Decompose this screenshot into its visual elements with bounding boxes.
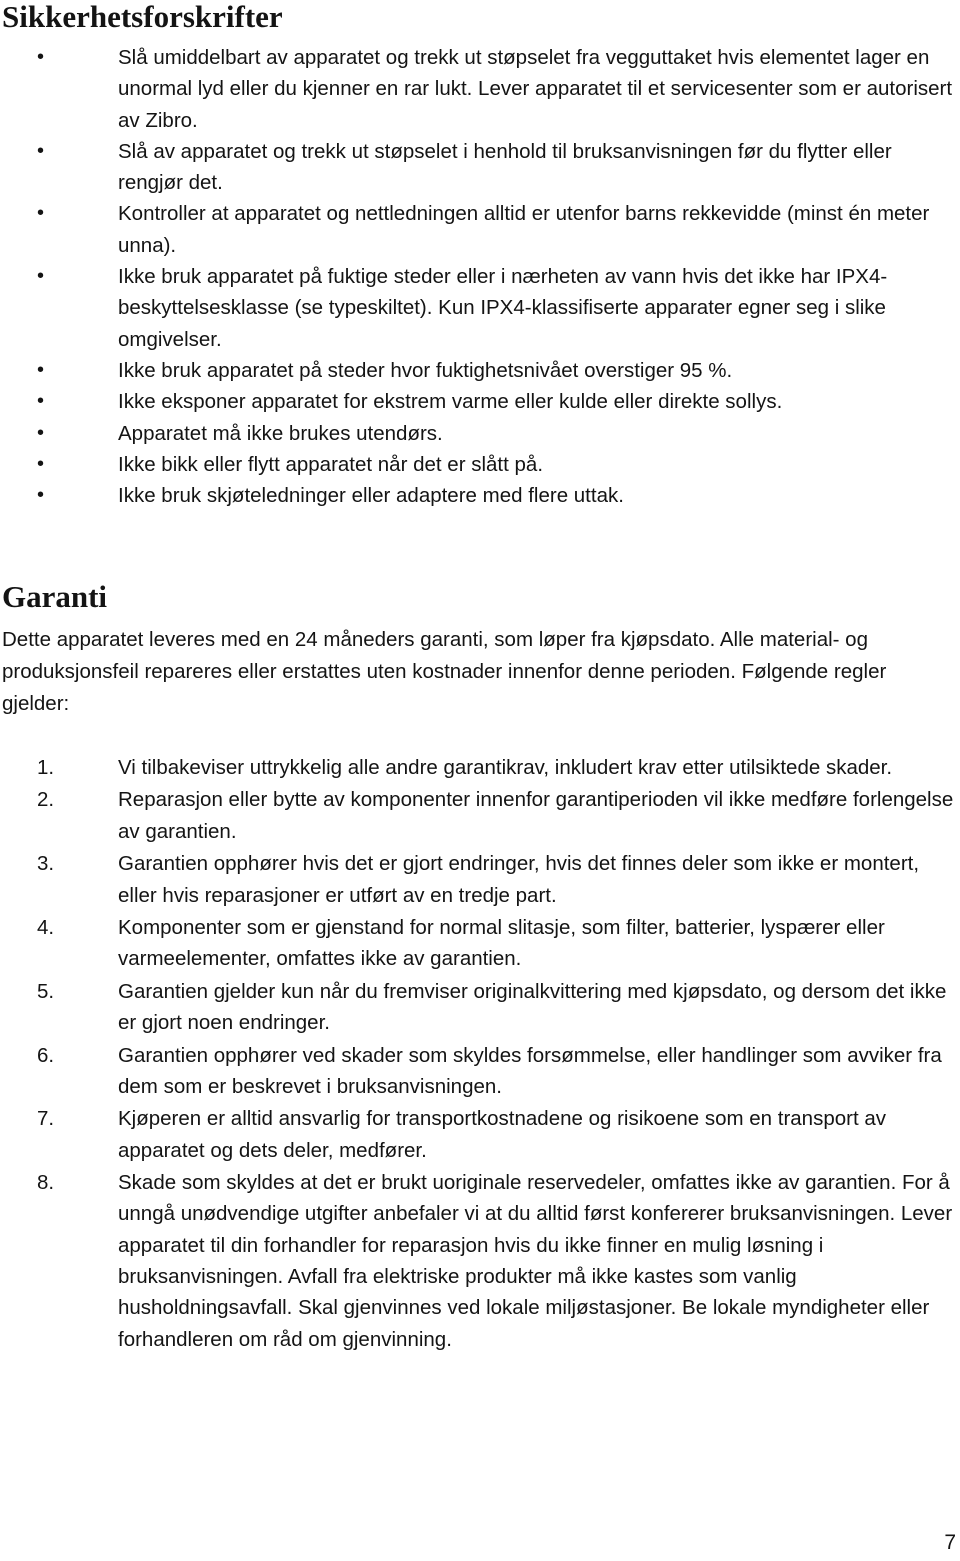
rule-text: Skade som skyldes at det er brukt uoriginale reservedeler, omfattes ikke av garantien. For å unngå unødvendige utgifter anbefaler vi at du alltid først konfererer bruksanvisningen. Lever apparatet til din forhandler for reparasjon hvis du ikke finner en mulig løsning i bruksanvisningen. Avfall fra elektriske produkter må ikke kastes som vanlig husholdningsavfall. Skal gjenvinnes ved lokale miljøstasjoner. Be lokale myndigheter eller forhandleren om råd om gjenvinning. <box>118 1171 953 1351</box>
rule-text: Garantien opphører ved skader som skyldes forsømmelse, eller handlinger som avviker fra dem som er beskrevet i bruksanvisningen. <box>118 1043 942 1098</box>
rule-text: Reparasjon eller bytte av komponenter innenfor garantiperioden vil ikke medføre forlengelse av garantien. <box>118 788 954 843</box>
safety-item-text: Slå umiddelbart av apparatet og trekk ut støpselet fra vegguttaket hvis elementet lager en unormal lyd eller du kjenner en rar lukt. Lever apparatet til et servicesenter som er autorisert av Zibro. <box>118 46 953 132</box>
bullet-icon: • <box>37 46 45 68</box>
warranty-rule <box>0 752 960 783</box>
safety-item-text: Apparatet må ikke brukes utendørs. <box>118 421 443 445</box>
rule-number: 6. <box>37 1043 55 1067</box>
warranty-rule <box>0 912 960 975</box>
safety-bullet-list <box>0 42 960 511</box>
safety-item <box>0 42 960 136</box>
warranty-rule-list <box>0 752 960 1356</box>
safety-item-text: Ikke bruk apparatet på fuktige steder eller i nærheten av vann hvis det ikke har IPX4-beskyttelsesklasse (se typeskiltet). Kun IPX4-klassifiserte apparater egner seg i slike omgivelser. <box>118 265 888 351</box>
safety-heading: Sikkerhetsforskrifter <box>2 0 283 34</box>
bullet-icon: • <box>37 202 45 225</box>
bullet-icon: • <box>37 452 45 475</box>
rule-number: 7. <box>37 1107 55 1131</box>
rule-text: Garantien opphører hvis det er gjort endringer, hvis det finnes deler som ikke er montert, eller hvis reparasjoner er utført av en tredje part. <box>118 852 920 907</box>
bullet-icon: • <box>37 484 45 507</box>
safety-item <box>0 386 960 417</box>
rule-text: Kjøperen er alltid ansvarlig for transportkostnadene og risikoene som en transport av apparatet og dets deler, medfører. <box>118 1107 887 1162</box>
safety-item <box>0 198 960 261</box>
rule-number: 3. <box>37 852 55 876</box>
rule-number: 4. <box>37 916 55 940</box>
safety-item-text: Slå av apparatet og trekk ut støpselet i henhold til bruksanvisningen før du flytter eller rengjør det. <box>118 139 892 195</box>
bullet-icon: • <box>37 358 45 381</box>
bullet-icon: • <box>37 139 45 162</box>
rule-text: Komponenter som er gjenstand for normal slitasje, som filter, batterier, lyspærer eller varmeelementer, omfattes ikke av garantien. <box>118 916 885 971</box>
safety-item <box>0 355 960 386</box>
rule-text: Vi tilbakeviser uttrykkelig alle andre garantikrav, inkludert krav etter utilsiktede skader. <box>118 756 893 779</box>
safety-item-text: Ikke bruk skjøteledninger eller adaptere med flere uttak. <box>118 484 624 508</box>
warranty-rule <box>0 848 960 911</box>
warranty-intro: Dette apparatet leveres med en 24 måneders garanti, som løper fra kjøpsdato. Alle material- og produksjonsfeil repareres eller erstattes uten kostnader innenfor denne perioden. Følgende regler gjelder: <box>2 628 887 715</box>
warranty-rule <box>0 976 960 1039</box>
safety-item <box>0 480 960 511</box>
safety-item-text: Ikke bruk apparatet på steder hvor fuktighetsnivået overstiger 95 %. <box>118 358 733 382</box>
warranty-rule <box>0 1103 960 1166</box>
bullet-icon: • <box>37 421 45 444</box>
warranty-heading: Garanti <box>2 579 108 614</box>
rule-number: 5. <box>37 979 55 1003</box>
safety-item-text: Ikke eksponer apparatet for ekstrem varme eller kulde eller direkte sollys. <box>118 390 783 414</box>
rule-number: 1. <box>37 756 55 779</box>
safety-item-text: Ikke bikk eller flytt apparatet når det er slått på. <box>118 452 544 476</box>
page-number: 7 <box>944 1531 956 1554</box>
rule-number: 2. <box>37 788 55 812</box>
safety-item-text: Kontroller at apparatet og nettledningen alltid er utenfor barns rekkevidde (minst én meter unna). <box>118 202 930 257</box>
rule-text: Garantien gjelder kun når du fremviser originalkvittering med kjøpsdato, og dersom det ikke er gjort noen endringer. <box>118 979 947 1035</box>
rule-number: 8. <box>37 1171 55 1195</box>
bullet-icon: • <box>37 265 45 288</box>
safety-item <box>0 136 960 199</box>
warranty-rule <box>0 1040 960 1103</box>
safety-item <box>0 418 960 449</box>
safety-item <box>0 261 960 355</box>
bullet-icon: • <box>37 390 45 413</box>
warranty-rule <box>0 784 960 847</box>
warranty-rule <box>0 1167 960 1355</box>
safety-item <box>0 449 960 480</box>
